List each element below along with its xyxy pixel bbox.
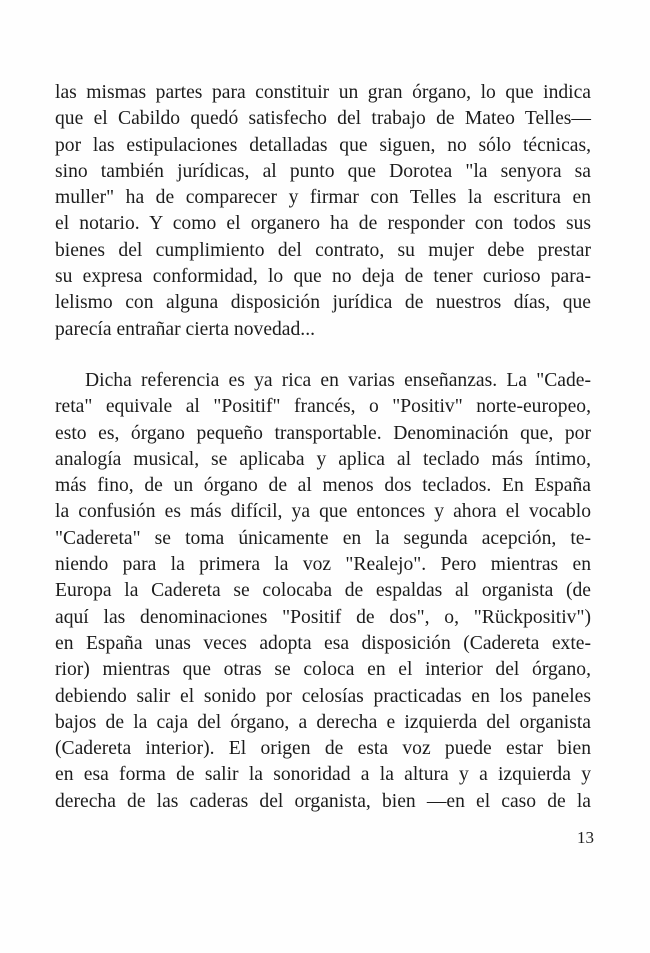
paragraph-line: (Cadereta interior). El origen de esta voz puede estar bien	[55, 738, 591, 760]
paragraph-line: lelismo con alguna disposición jurídica de nuestros días, que	[55, 292, 591, 314]
paragraph-line: Dicha referencia es ya rica en varias enseñanzas. La "Cade-	[85, 370, 591, 391]
paragraph-line: muller" ha de comparecer y firmar con Telles la escritura en	[55, 187, 591, 209]
page-number: 13	[577, 828, 594, 847]
paragraph-line: rior) mientras que otras se coloca en el interior del órgano,	[55, 659, 591, 681]
paragraph-line: el notario. Y como el organero ha de responder con todos sus	[55, 213, 591, 235]
paragraph-line: por las estipulaciones detalladas que siguen, no sólo técnicas,	[55, 134, 591, 156]
paragraph-line: en España unas veces adopta esa disposición (Cadereta exte-	[55, 632, 591, 654]
paragraph-line: niendo para la primera la voz "Realejo". Pero mientras en	[55, 554, 591, 576]
paragraph-line: "Cadereta" se toma únicamente en la segunda acepción, te-	[55, 527, 591, 549]
paragraph-line: aquí las denominaciones "Positif de dos", o, "Rückpositiv")	[55, 606, 591, 628]
paragraph-line: en esa forma de salir la sonoridad a la altura y a izquierda y	[55, 764, 591, 786]
paragraph-line: analogía musical, se aplicaba y aplica al teclado más íntimo,	[55, 448, 591, 470]
paragraph-line: que el Cabildo quedó satisfecho del trabajo de Mateo Telles—	[55, 108, 591, 130]
paragraph-line: sino también jurídicas, al punto que Dorotea "la senyora sa	[55, 160, 591, 182]
paragraph-line: esto es, órgano pequeño transportable. Denominación que, por	[55, 422, 591, 444]
paragraph-line: más fino, de un órgano de al menos dos teclados. En España	[55, 475, 591, 497]
paragraph-1	[55, 80, 591, 343]
paragraph-2	[55, 368, 591, 815]
paragraph-line: Europa la Cadereta se colocaba de espaldas al organista (de	[55, 580, 591, 602]
paragraph-line: la confusión es más difícil, ya que entonces y ahora el vocablo	[55, 501, 591, 523]
paragraph-line: derecha de las caderas del organista, bien —en el caso de la	[55, 790, 591, 812]
paragraph-line: las mismas partes para constituir un gran órgano, lo que indica	[55, 82, 591, 103]
paragraph-line: bienes del cumplimiento del contrato, su mujer debe prestar	[55, 239, 591, 261]
paragraph-line: parecía entrañar cierta novedad...	[55, 318, 315, 340]
paragraph-line: bajos de la caja del órgano, a derecha e izquierda del organista	[55, 711, 591, 733]
paragraph-line: su expresa conformidad, lo que no deja de tener curioso para-	[55, 266, 591, 288]
paragraph-line: reta" equivale al "Positif" francés, o "Positiv" norte-europeo,	[55, 396, 591, 418]
paragraph-line: debiendo salir el sonido por celosías practicadas en los paneles	[55, 685, 591, 707]
